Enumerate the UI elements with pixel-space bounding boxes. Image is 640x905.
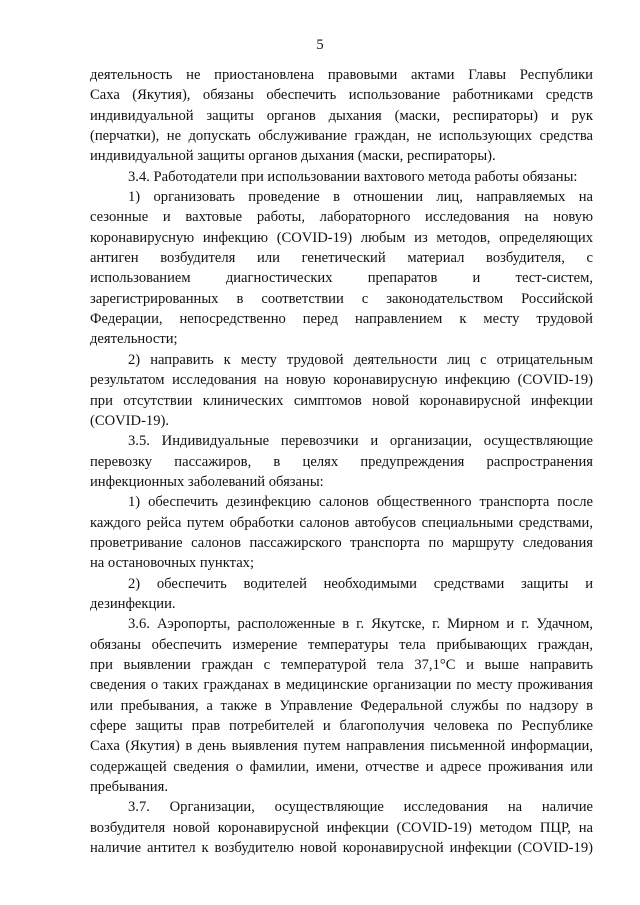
paragraph-3-7: [90, 797, 593, 858]
text-line: деятельности;: [90, 331, 178, 348]
text-line: результатом исследования на новую коронавирусную инфекцию (COVID-19): [90, 372, 593, 389]
text-line: индивидуальной защиты органов дыхания (маски, респираторы) и рук: [90, 107, 593, 124]
text-line: коронавирусную инфекцию (COVID-19) любым из методов, определяющих: [90, 229, 593, 246]
text-line: (COVID-19).: [90, 412, 170, 429]
text-line: пребывания.: [90, 779, 168, 796]
text-line: Саха (Якутия) в день выявления путем направления письменной информации,: [90, 738, 593, 755]
text-line: сведения о таких гражданах в медицинские организации по месту проживания: [90, 677, 593, 694]
paragraph-3-4: [90, 167, 593, 187]
text-line: 3.5. Индивидуальные перевозчики и организации, осуществляющие: [128, 433, 593, 450]
text-line: при отсутствии клинических симптомов новой коронавирусной инфекции: [90, 392, 593, 409]
page-number: 5: [316, 37, 324, 53]
paragraph-3-4-item-1: [90, 187, 593, 350]
text-line: сезонные и вахтовые работы, лабораторного исследования на новую: [90, 209, 593, 226]
text-line: проветривание салонов пассажирского транспорта по маршруту следования: [90, 534, 593, 551]
text-line: при выявлении граждан с температурой тела 37,1°С и выше направить: [90, 656, 593, 673]
paragraph-3-5: [90, 431, 593, 492]
text-line: обязаны обеспечить измерение температуры тела прибывающих граждан,: [90, 636, 593, 653]
text-line: содержащей сведения о фамилии, имени, отчестве и адресе проживания или: [90, 758, 593, 775]
text-line: перевозку пассажиров, в целях предупреждения распространения: [90, 453, 593, 470]
text-line: Федерации, непосредственно перед направлением к месту трудовой: [90, 311, 593, 328]
text-line: индивидуальной защиты органов дыхания (маски, респираторы).: [90, 148, 496, 165]
text-line: Саха (Якутия), обязаны обеспечить использование работниками средств: [90, 87, 593, 104]
text-line: на остановочных пунктах;: [90, 555, 255, 572]
paragraph-3-6: [90, 614, 593, 797]
text-line: 3.7. Организации, осуществляющие исследования на наличие: [128, 799, 593, 816]
text-line: 1) обеспечить дезинфекцию салонов общественного транспорта после: [128, 494, 593, 511]
paragraph-continued: [90, 65, 593, 167]
text-line: зарегистрированных в соответствии с законодательством Российской: [90, 290, 593, 307]
text-line: деятельность не приостановлена правовыми актами Главы Республики: [90, 67, 593, 83]
text-line: 3.4. Работодатели при использовании вахтового метода работы обязаны:: [128, 168, 578, 185]
text-line: использованием диагностических препаратов и тест-систем,: [90, 270, 593, 287]
text-line: (перчатки), не допускать обслуживание граждан, не использующих средства: [90, 128, 593, 145]
text-line: наличие антител к возбудителю новой коронавирусной инфекции (COVID-19): [90, 840, 593, 857]
text-line: или пребывания, а также в Управление Федеральной службы по надзору в: [90, 697, 593, 714]
text-line: возбудителя новой коронавирусной инфекции (COVID-19) методом ПЦР, на: [90, 819, 593, 836]
text-line: 1) организовать проведение в отношении лиц, направляемых на: [128, 189, 593, 206]
text-line: 3.6. Аэропорты, расположенные в г. Якутске, г. Мирном и г. Удачном,: [128, 616, 593, 633]
document-body: [90, 65, 593, 858]
text-line: дезинфекции.: [90, 595, 176, 612]
paragraph-3-5-item-1: [90, 492, 593, 573]
text-line: антиген возбудителя или генетический материал возбудителя, с: [90, 250, 593, 267]
text-line: 2) обеспечить водителей необходимыми средствами защиты и: [128, 575, 593, 592]
text-line: инфекционных заболеваний обязаны:: [90, 473, 324, 490]
text-line: 2) направить к месту трудовой деятельности лиц с отрицательным: [128, 351, 593, 368]
text-line: сфере защиты прав потребителей и благополучия человека по Республике: [90, 718, 593, 734]
paragraph-3-4-item-2: [90, 350, 593, 431]
text-line: каждого рейса путем обработки салонов автобусов специальными средствами,: [90, 514, 593, 531]
paragraph-3-5-item-2: [90, 574, 593, 615]
